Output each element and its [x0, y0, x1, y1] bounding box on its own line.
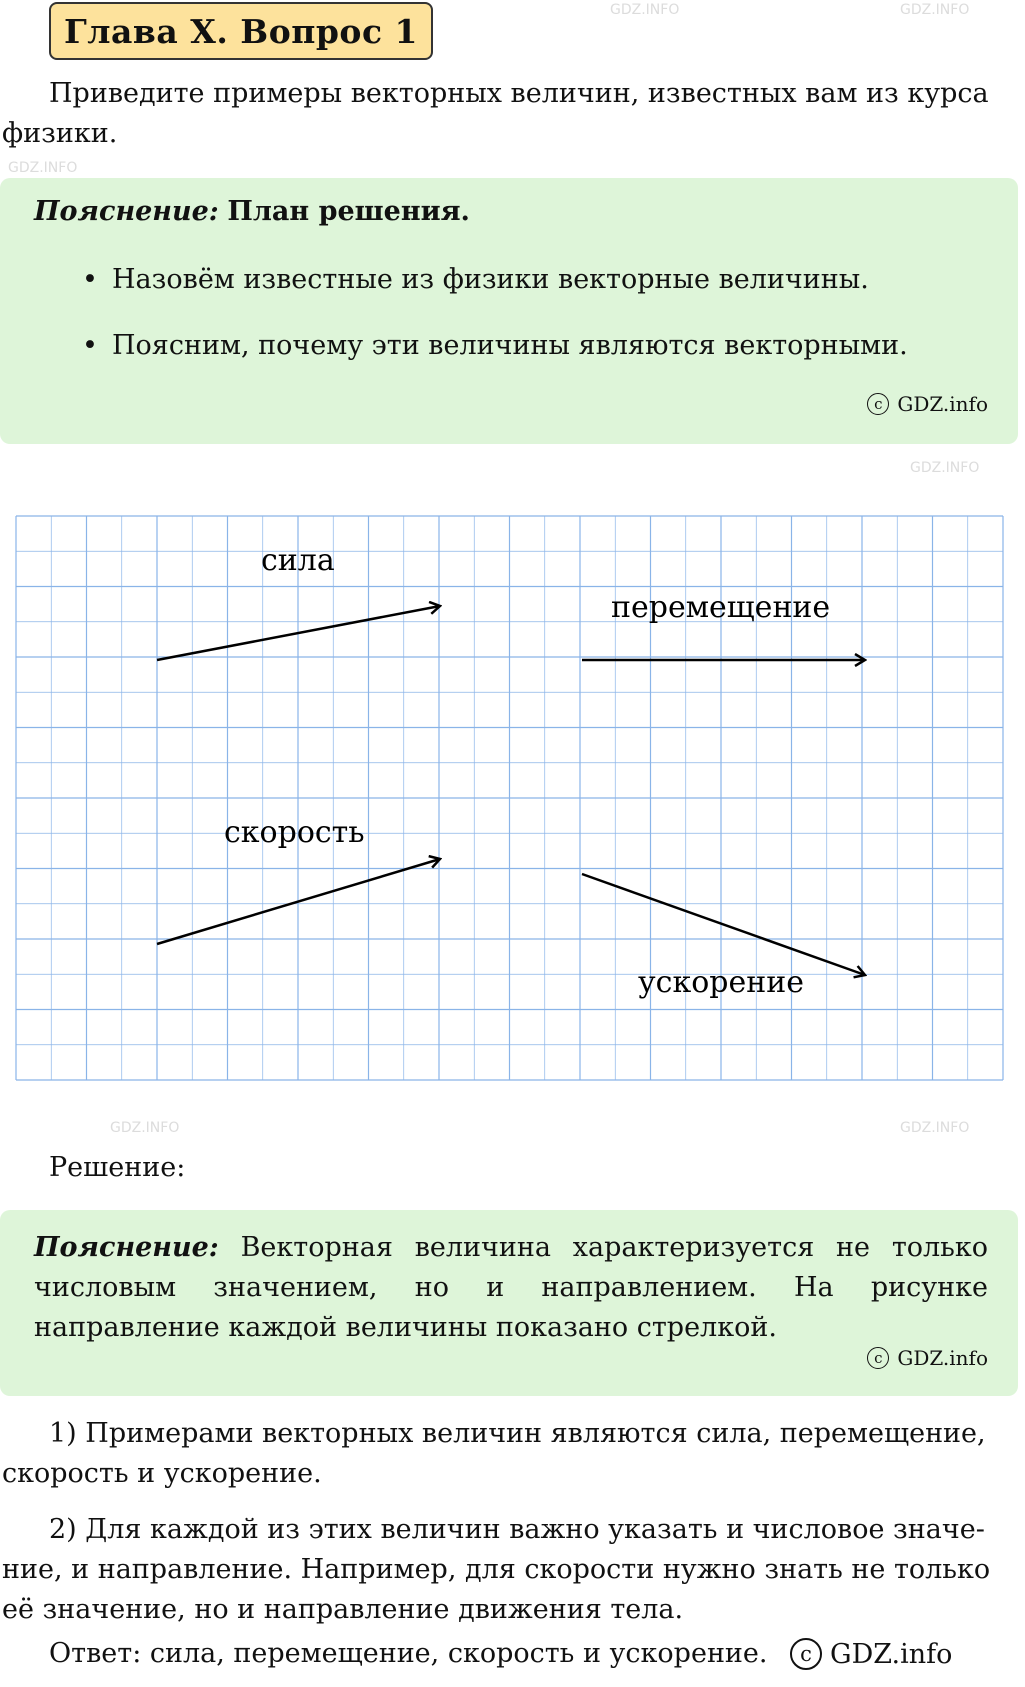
- explanation-body: Векторная величина характеризуется не только числовым значением, но и направлением. На рисунке направление каждой величины показано стрелкой.: [34, 1232, 988, 1343]
- explanation-copyright: [867, 1346, 988, 1370]
- p1-line-1: 1) Примерами векторных величин являются сила, перемещение,: [49, 1418, 986, 1449]
- grid-paper: [16, 516, 1003, 1080]
- watermark: GDZ.INFO: [910, 460, 980, 476]
- solution-label: Решение:: [49, 1152, 186, 1183]
- watermark: GDZ.INFO: [900, 1120, 970, 1136]
- explanation-copyright-text: GDZ.info: [897, 1346, 988, 1370]
- hint-bullet-1: [82, 260, 869, 300]
- watermark: GDZ.INFO: [8, 160, 78, 176]
- p2-line-2: ние, и направление. Например, для скорости нужно знать не только: [2, 1554, 991, 1585]
- watermark: GDZ.INFO: [110, 1120, 180, 1136]
- p2-line-3: её значение, но и направление движения тела.: [2, 1594, 684, 1625]
- explanation-text: [34, 1228, 988, 1348]
- question-line-2: физики.: [2, 118, 118, 149]
- hint-bullet-1-text: Назовём известные из физики векторные величины.: [112, 264, 869, 295]
- p1-line-2: скорость и ускорение.: [2, 1458, 322, 1489]
- hint-title-bold: План решения.: [227, 196, 470, 227]
- hint-box: [0, 178, 1018, 444]
- force-label: сила: [261, 543, 335, 578]
- watermark: GDZ.INFO: [900, 2, 970, 18]
- explanation-title: Пояснение:: [34, 1232, 219, 1263]
- answer-copyright: [790, 1638, 952, 1670]
- displacement-label: перемещение: [611, 590, 831, 625]
- question-line-1: Приведите примеры векторных величин, известных вам из курса: [49, 78, 989, 109]
- copyright-icon: c: [867, 393, 889, 415]
- answer-copyright-text: GDZ.info: [830, 1638, 953, 1670]
- copyright-icon: c: [790, 1638, 822, 1670]
- answer-text: Ответ: сила, перемещение, скорость и ускорение.: [49, 1638, 768, 1669]
- hint-bullet-2-text: Поясним, почему эти величины являются векторными.: [112, 330, 908, 361]
- acceleration-label: ускорение: [638, 965, 804, 1000]
- hint-bullet-2: [82, 326, 908, 366]
- p2-line-1: 2) Для каждой из этих величин важно указать и числовое значе-: [49, 1514, 985, 1545]
- vector-diagram: [0, 510, 1025, 1090]
- hint-title: [34, 196, 470, 227]
- velocity-label: скорость: [224, 815, 365, 850]
- copyright-icon: c: [867, 1347, 889, 1369]
- hint-copyright: [867, 392, 988, 416]
- hint-copyright-text: GDZ.info: [897, 392, 988, 416]
- page-title: Глава X. Вопрос 1: [49, 2, 433, 60]
- hint-title-italic: Пояснение:: [34, 196, 219, 227]
- acceleration-arrow: [582, 874, 865, 975]
- explanation-box: [0, 1210, 1018, 1396]
- watermark: GDZ.INFO: [610, 2, 680, 18]
